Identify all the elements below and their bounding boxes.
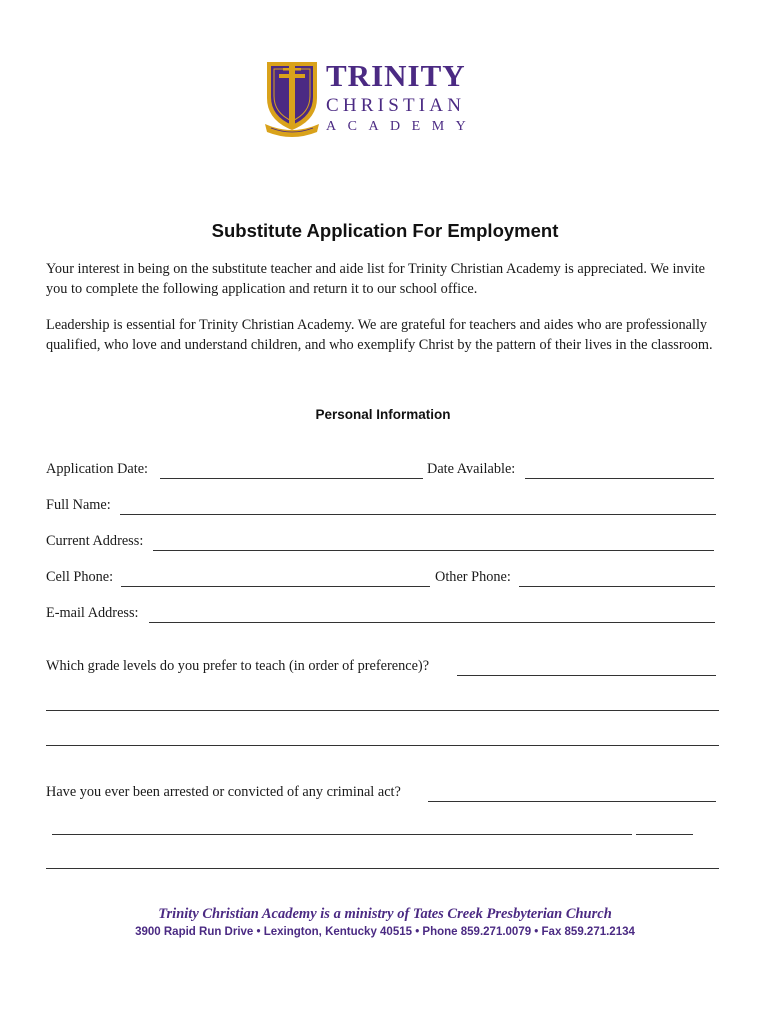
- section-title: Personal Information: [315, 407, 451, 422]
- full-name-label: Full Name:: [46, 497, 111, 513]
- email-label: E-mail Address:: [46, 605, 139, 621]
- grade-levels-label: Which grade levels do you prefer to teach (in order of preference)?: [46, 658, 430, 674]
- grade-levels-line-2[interactable]: [46, 710, 719, 711]
- arrested-answer-line-2b[interactable]: [636, 834, 693, 835]
- arrested-answer-line-3[interactable]: [46, 868, 719, 869]
- page-title: Substitute Application For Employment: [211, 220, 559, 241]
- cell-phone-label: Cell Phone:: [46, 569, 114, 585]
- logo-word-christian: CHRISTIAN: [326, 95, 466, 116]
- grade-levels-field[interactable]: [457, 675, 716, 676]
- intro-paragraph-1: Your interest in being on the substitute teacher and aide list for Trinity Christian Academy is appreciated. We invite you to complete the following application and return it to our school office.: [46, 261, 706, 297]
- crest-icon: [263, 58, 321, 140]
- other-phone-field[interactable]: [519, 586, 715, 587]
- full-name-field[interactable]: [120, 514, 716, 515]
- intro-paragraph-2: Leadership is essential for Trinity Christian Academy. We are grateful for teachers and aides who are professionally qualified, who love and understand children, and who exemplify Christ by the pattern of their lives in the classroom.: [46, 317, 713, 353]
- email-field[interactable]: [149, 622, 715, 623]
- current-address-label: Current Address:: [46, 533, 144, 549]
- logo-word-academy: ACADEMY: [326, 119, 478, 134]
- application-date-label: Application Date:: [46, 461, 149, 477]
- other-phone-label: Other Phone:: [435, 569, 511, 585]
- arrested-answer-field[interactable]: [428, 801, 716, 802]
- arrested-answer-line-2[interactable]: [52, 834, 632, 835]
- grade-levels-line-3[interactable]: [46, 745, 719, 746]
- cell-phone-field[interactable]: [121, 586, 430, 587]
- school-logo: [263, 58, 493, 142]
- logo-word-trinity: TRINITY: [326, 58, 466, 93]
- footer-ministry: Trinity Christian Academy is a ministry of Tates Creek Presbyterian Church: [158, 906, 612, 922]
- date-available-label: Date Available:: [427, 461, 516, 477]
- arrested-question-label: Have you ever been arrested or convicted of any criminal act?: [46, 784, 401, 800]
- current-address-field[interactable]: [153, 550, 714, 551]
- date-available-field[interactable]: [525, 478, 714, 479]
- application-date-field[interactable]: [160, 478, 423, 479]
- footer-address: 3900 Rapid Run Drive • Lexington, Kentucky 40515 • Phone 859.271.0079 • Fax 859.271.2134: [135, 926, 635, 938]
